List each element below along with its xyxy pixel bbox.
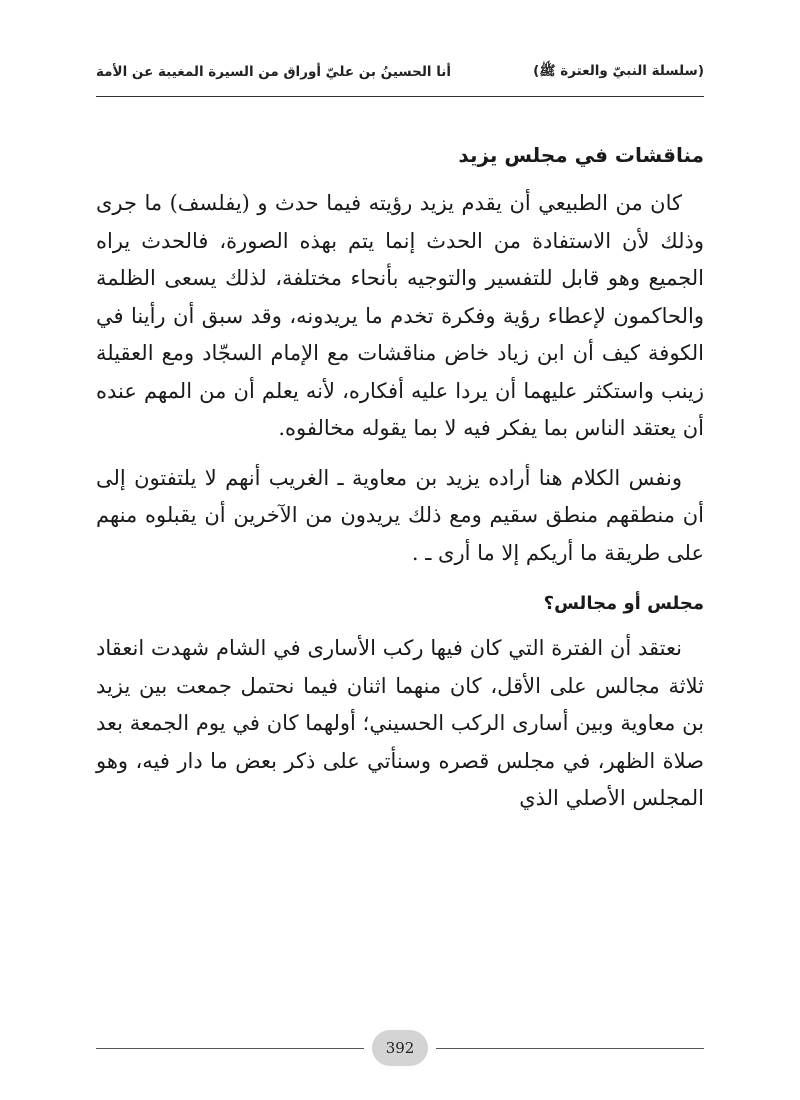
section-title: مجلس أو مجالس؟: [543, 593, 704, 614]
page-number-label: 392: [385, 1039, 415, 1057]
footer-divider-right: [436, 1048, 704, 1049]
page-body: [96, 135, 704, 830]
running-header: [96, 58, 704, 86]
page-number: [372, 1030, 428, 1066]
header-divider: [96, 96, 704, 97]
series-title: (سلسلة النبيّ والعترة ﷺ): [533, 63, 704, 79]
paragraph: نعتقد أن الفترة التي كان فيها ركب الأسارى في الشام شهدت انعقاد ثلاثة مجالس على الأقل، كان منهما اثنان فيما نحتمل جمعت بين يزيد بن معاوية وبين أسارى الركب الحسيني؛ أولهما كان في يوم الجمعة بعد صلاة الظهر، في مجلس قصره وسنأتي على ذكر بعض ما دار فيه، وهو المجلس الأصلي الذي: [96, 636, 704, 810]
footer-divider-left: [96, 1048, 364, 1049]
section-title: مناقشات في مجلس يزيد: [458, 143, 704, 167]
paragraph: كان من الطبيعي أن يقدم يزيد رؤيته فيما حدث و (يفلسف) ما جرى وذلك لأن الاستفادة من الحدث إنما يتم بهذه الصورة، فالحدث يراه الجميع وهو قابل للتفسير والتوجيه بأنحاء مختلفة، لذلك يسعى الظلمة والحاكمون لإعطاء رؤية وفكرة تخدم ما يريدونه، وقد سبق أن رأينا في الكوفة كيف أن ابن زياد خاض مناقشات مع الإمام السجّاد ومع العقيلة زينب واستكثر عليهما أن يردا عليه أفكاره، لأنه يعلم أن من المهم عنده أن يعتقد الناس بما يفكر فيه لا بما يقوله مخالفوه.: [96, 191, 704, 440]
paragraph: ونفس الكلام هنا أراده يزيد بن معاوية ـ الغريب أنهم لا يلتفتون إلى أن منطقهم منطق سقيم ومع ذلك يريدون من الآخرين أن يقبلوه منهم على طريقة ما أريكم إلا ما أرى ـ .: [96, 465, 704, 565]
book-title: أنا الحسينُ بن عليّ أوراق من السيرة المغيبة عن الأمة: [96, 64, 451, 80]
